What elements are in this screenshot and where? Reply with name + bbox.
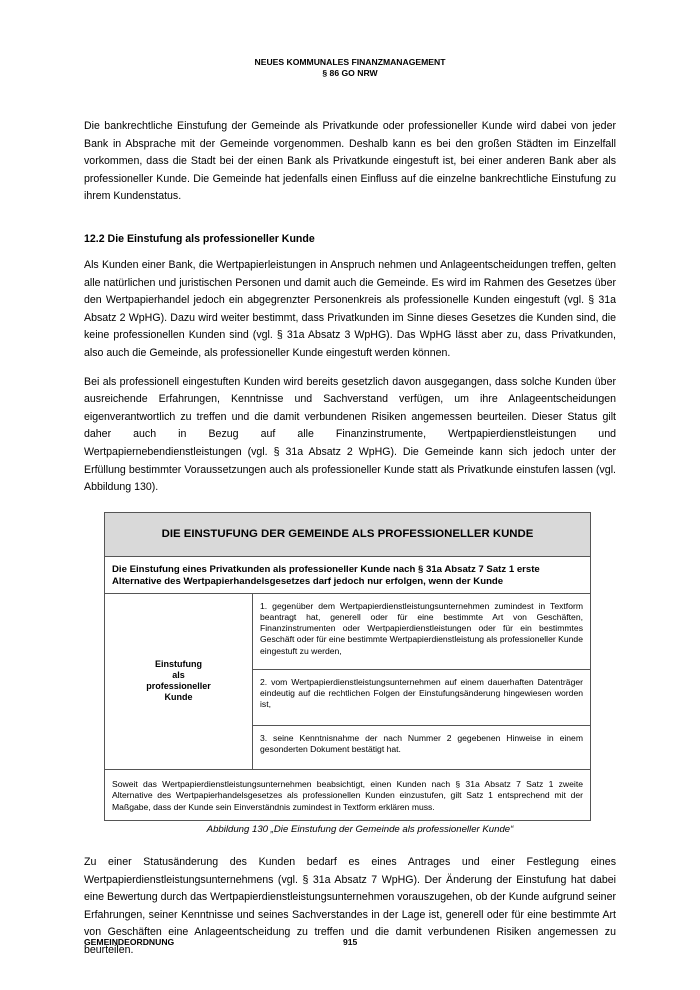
page-content: [84, 118, 616, 959]
figure-caption: Abbildung 130 „Die Einstufung der Gemeinde als professioneller Kunde“: [206, 823, 514, 835]
classification-label-line-4: Kunde: [164, 692, 193, 703]
figure-box: [104, 512, 591, 821]
footer-document-title: GEMEINDEORDNUNG: [84, 937, 175, 947]
figure-footer-note: Soweit das Wertpapierdienstleistungsunternehmen beabsichtigt, einen Kunden nach § 31a Absatz 7 Satz 1 zweite Alternative des Wertpapierhandelsgesetzes als professionellen Kunden einzustufen, gilt Satz 1 entsprechend mit der Maßgabe, dass der Kunde sein Einverständnis zumindest in Textform erklären muss.: [112, 778, 583, 812]
page-header: [0, 57, 700, 79]
condition-item: 1. gegenüber dem Wertpapierdienstleistungsunternehmen zumindest in Textform beantragt hat, generell oder für eine bestimmte Art von Geschäften, Finanzinstrumenten oder Wertpapierdienstleistungen oder für ein bestimmtes Geschäft oder für eine bestimmte Wertpapierdienstleistung als professioneller Kunde eingestuft zu werden,: [253, 594, 590, 670]
intro-paragraph: Die bankrechtliche Einstufung der Gemeinde als Privatkunde oder professioneller Kunde wird dabei von jeder Bank in Absprache mit der Gemeinde vorgenommen. Deshalb kann es bei den großen Städten im Einzelfall vorkommen, dass die Stadt bei der einen Bank als Privatkunde eingestuft ist, bei einer anderen Bank aber als professioneller Kunde. Die Gemeinde hat jedenfalls einen Einfluss auf die einzelne bankrechtliche Einstufung zu ihrem Kundenstatus.: [84, 120, 616, 203]
section-heading: 12.2 Die Einstufung als professioneller Kunde: [84, 232, 315, 245]
classification-label: [105, 594, 253, 769]
header-title: NEUES KOMMUNALES FINANZMANAGEMENT: [254, 57, 446, 67]
classification-label-line-2: als: [172, 669, 185, 680]
figure-title: DIE EINSTUFUNG DER GEMEINDE ALS PROFESSIONELLER KUNDE: [105, 513, 590, 557]
classification-label-line-1: Einstufung: [155, 658, 202, 669]
header-section: § 86 GO NRW: [322, 68, 378, 78]
conditions-list: [253, 594, 590, 769]
classification-label-line-3: professioneller: [146, 681, 211, 692]
condition-item: 2. vom Wertpapierdienstleistungsunternehmen auf einem dauerhaften Datenträger eindeutig auf die rechtlichen Folgen der Einstufungsänderung hingewiesen worden ist,: [253, 670, 590, 726]
condition-item: 3. seine Kenntnisnahme der nach Nummer 2 gegebenen Hinweise in einem gesonderten Dokument bestätigt hat.: [260, 732, 583, 754]
closing-paragraph: Zu einer Statusänderung des Kunden bedarf es eines Antrages und einer Festlegung eines Wertpapierdienstleistungsunternehmens (vgl. § 31a Absatz 7 WpHG). Der Änderung der Einstufung hat dabei eine Bewertung durch das Wertpapierdienstleistungsunternehmen vorauszugehen, ob der Kunde aufgrund seiner Erfahrungen, seiner Kenntnisse und seines Sachverstandes in der Lage ist, generell oder für eine bestimmte Art von Geschäften eine Anlageentscheidung zu treffen und die damit verbundenen Risiken angemessen zu beurteilen.: [84, 855, 616, 956]
section-paragraph-1: Als Kunden einer Bank, die Wertpapierleistungen in Anspruch nehmen und Anlageentscheidungen treffen, gelten alle natürlichen und juristischen Personen und damit auch die Gemeinde. Es wird im Rahmen des Gesetzes über den Wertpapierhandel jedoch ein abgegrenzter Personenkreis als professionelle Kunden eingestuft (vgl. § 31a Absatz 2 WpHG). Dazu wird weiter bestimmt, dass Privatkunden im Sinne dieses Gesetzes die Kunden sind, die keine professionellen Kunden sind (vgl. § 31a Absatz 3 WpHG). Das WpHG lässt aber zu, dass Privatkunden, also auch die Gemeinde, als professioneller Kunde eingestuft werden können.: [84, 258, 616, 359]
figure-subtitle: Die Einstufung eines Privatkunden als professioneller Kunde nach § 31a Absatz 7 Satz 1 erste Alternative des Wertpapierhandelsgesetzes darf jedoch nur erfolgen, wenn der Kunde: [105, 557, 590, 594]
section-paragraph-2: Bei als professionell eingestuften Kunden wird bereits gesetzlich davon ausgegangen, dass solche Kunden über ausreichende Erfahrungen, Kenntnisse und Sachverstand verfügen, um ihre Anlageentscheidungen eigenverantwortlich zu treffen und die damit verbundenen Risiken angemessen beurteilen. Dieser Status gilt daher auch in Bezug auf alle Finanzinstrumente, Wertpapierdienstleistungen und Wertpapiernebendienstleistungen (vgl. § 31a Absatz 2 WpHG). Die Gemeinde kann sich jedoch unter der Erfüllung bestimmter Voraussetzungen auch als professioneller Kunde statt als Privatkunde einstufen lassen (vgl. Abbildung 130).: [84, 375, 616, 494]
conditions-table: [105, 594, 590, 770]
page-number: 915: [343, 937, 358, 947]
